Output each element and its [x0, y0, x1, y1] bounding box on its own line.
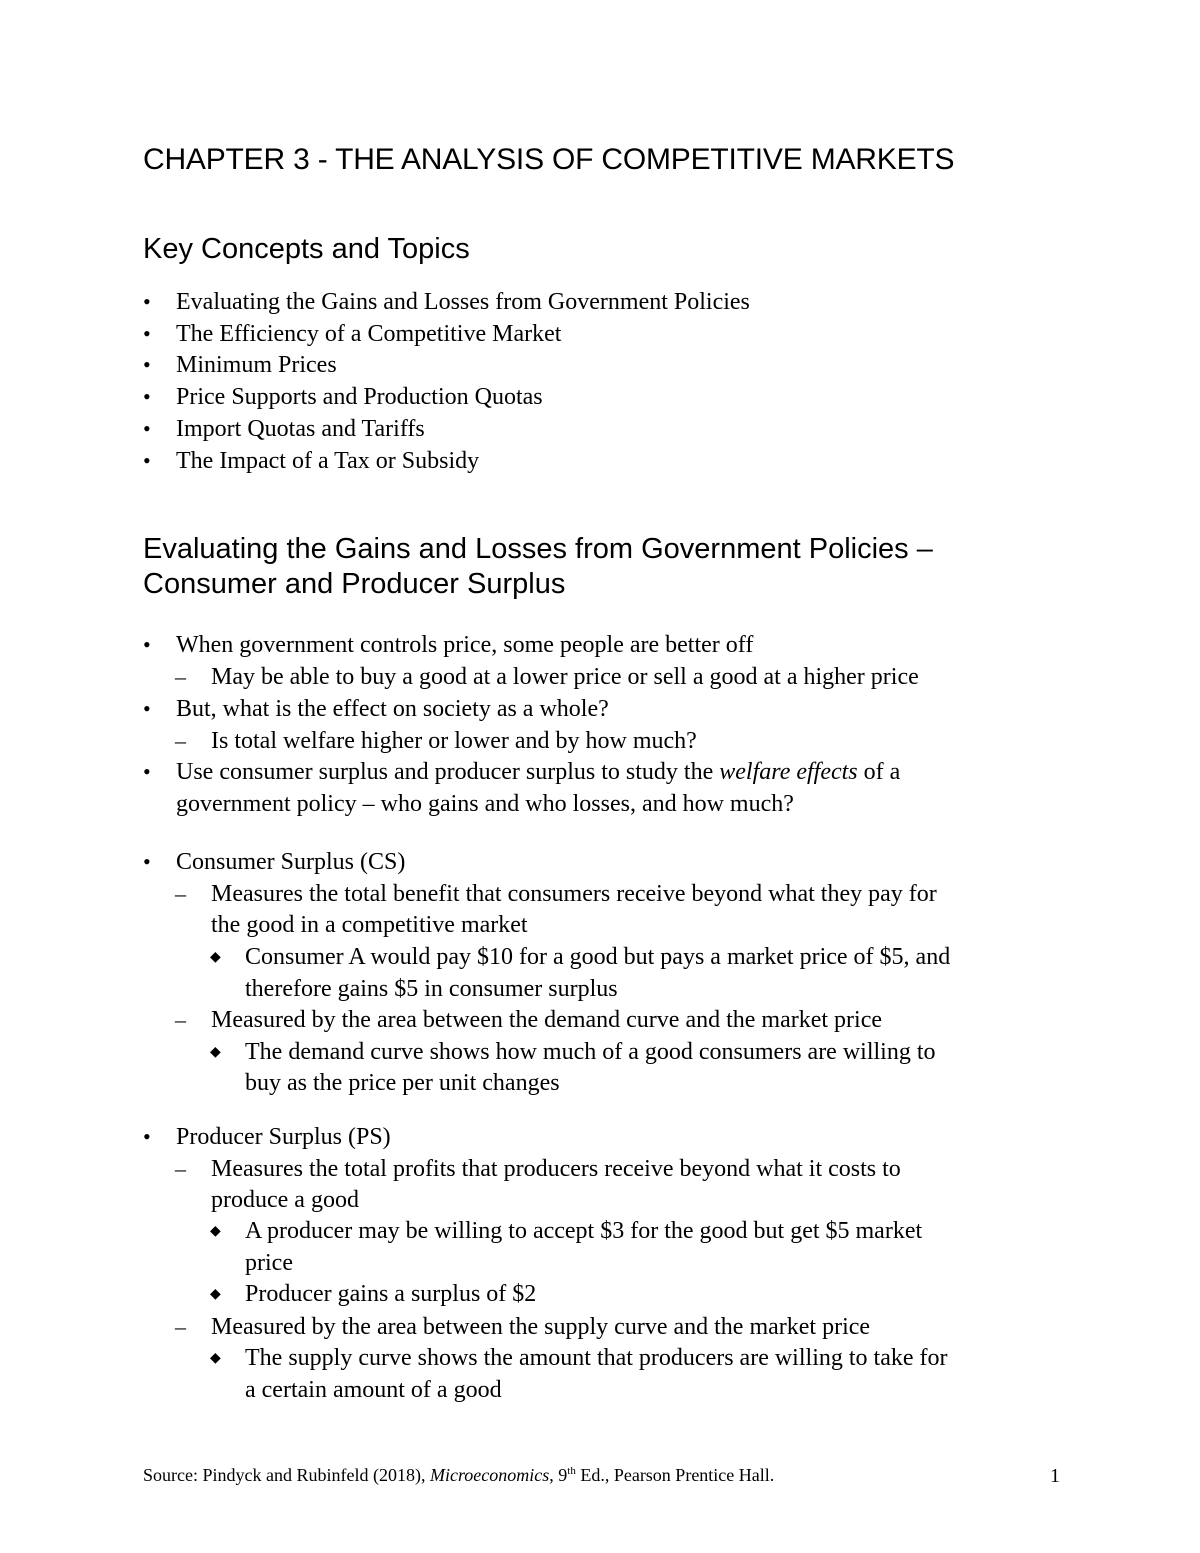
ps-sub2-point-line1: The supply curve shows the amount that producers are willing to take for: [245, 1345, 948, 1371]
source-pre: Source: Pindyck and Rubinfeld (2018),: [143, 1465, 430, 1485]
dash-marker: –: [175, 1007, 186, 1032]
key-concept-item: Evaluating the Gains and Losses from Government Policies: [176, 289, 750, 315]
cs-sub1-line1: Measures the total benefit that consumers receive beyond what they pay for: [211, 881, 937, 907]
intro-bullet-3-pre: Use consumer surplus and producer surplus to study the: [176, 759, 720, 785]
key-concept-item: The Impact of a Tax or Subsidy: [176, 448, 480, 474]
bullet-marker: •: [143, 384, 151, 409]
intro-bullet-3: [176, 757, 900, 787]
dash-marker: –: [175, 1314, 186, 1339]
source-title: Microeconomics: [429, 1465, 550, 1485]
section-heading-line2: Consumer and Producer Surplus: [143, 568, 566, 600]
intro-bullet-3-post: of a: [857, 759, 901, 785]
source-mid: , 9: [549, 1465, 568, 1485]
dash-marker: –: [175, 664, 186, 689]
key-concept-item: Price Supports and Production Quotas: [176, 384, 543, 410]
cs-sub2-point-line1: The demand curve shows how much of a good consumers are willing to: [245, 1039, 936, 1065]
bullet-marker: •: [143, 352, 151, 377]
key-concept-item: The Efficiency of a Competitive Market: [176, 321, 562, 347]
bullet-marker: •: [143, 759, 151, 784]
bullet-marker: •: [143, 416, 151, 441]
consumer-surplus-title: Consumer Surplus (CS): [176, 849, 406, 875]
diamond-marker: ◆: [210, 950, 221, 965]
section-heading: [143, 532, 933, 602]
bullet-marker: •: [143, 849, 151, 874]
ps-sub1-point1-line1: A producer may be willing to accept $3 for the good but get $5 market: [245, 1218, 923, 1244]
bullet-marker: •: [143, 632, 151, 657]
cs-sub1-line2: the good in a competitive market: [211, 912, 528, 938]
producer-surplus-title: Producer Surplus (PS): [176, 1124, 391, 1150]
intro-bullet-2-sub: Is total welfare higher or lower and by how much?: [211, 728, 697, 754]
cs-sub1-point-line1: Consumer A would pay $10 for a good but pays a market price of $5, and: [245, 944, 951, 970]
chapter-title: CHAPTER 3 - THE ANALYSIS OF COMPETITIVE MARKETS: [143, 143, 955, 176]
diamond-marker: ◆: [210, 1045, 221, 1060]
diamond-marker: ◆: [210, 1287, 221, 1302]
ps-sub2-point-line2: a certain amount of a good: [245, 1377, 502, 1403]
page-number: 1: [1050, 1465, 1060, 1487]
dash-marker: –: [175, 881, 186, 906]
intro-bullet-2: But, what is the effect on society as a whole?: [176, 696, 609, 722]
section-heading-line1: Evaluating the Gains and Losses from Government Policies –: [143, 533, 933, 565]
key-concept-item: Import Quotas and Tariffs: [176, 416, 425, 442]
welfare-effects-emphasis: welfare effects: [719, 759, 858, 785]
intro-bullet-1: When government controls price, some people are better off: [176, 632, 754, 658]
bullet-marker: •: [143, 448, 151, 473]
diamond-marker: ◆: [210, 1351, 221, 1366]
cs-sub2: Measured by the area between the demand curve and the market price: [211, 1007, 883, 1033]
ps-sub1-line1: Measures the total profits that producers receive beyond what it costs to: [211, 1156, 901, 1182]
diamond-marker: ◆: [210, 1224, 221, 1239]
source-post: Ed., Pearson Prentice Hall.: [575, 1465, 775, 1485]
bullet-marker: •: [143, 696, 151, 721]
footer-source: [143, 1465, 774, 1486]
cs-sub1-point-line2: therefore gains $5 in consumer surplus: [245, 976, 618, 1002]
cs-sub2-point-line2: buy as the price per unit changes: [245, 1070, 560, 1096]
dash-marker: –: [175, 728, 186, 753]
key-concept-item: Minimum Prices: [176, 352, 337, 378]
key-concepts-heading: Key Concepts and Topics: [143, 233, 470, 265]
dash-marker: –: [175, 1156, 186, 1181]
bullet-marker: •: [143, 321, 151, 346]
ps-sub1-point1-line2: price: [245, 1250, 293, 1276]
ps-sub1-point2: Producer gains a surplus of $2: [245, 1281, 537, 1307]
ps-sub2: Measured by the area between the supply curve and the market price: [211, 1314, 871, 1340]
bullet-marker: •: [143, 289, 151, 314]
intro-bullet-1-sub: May be able to buy a good at a lower price or sell a good at a higher price: [211, 664, 919, 690]
source-sup: th: [567, 1465, 576, 1477]
intro-bullet-3-line2: government policy – who gains and who losses, and how much?: [176, 791, 794, 817]
bullet-marker: •: [143, 1124, 151, 1149]
ps-sub1-line2: produce a good: [211, 1187, 359, 1213]
